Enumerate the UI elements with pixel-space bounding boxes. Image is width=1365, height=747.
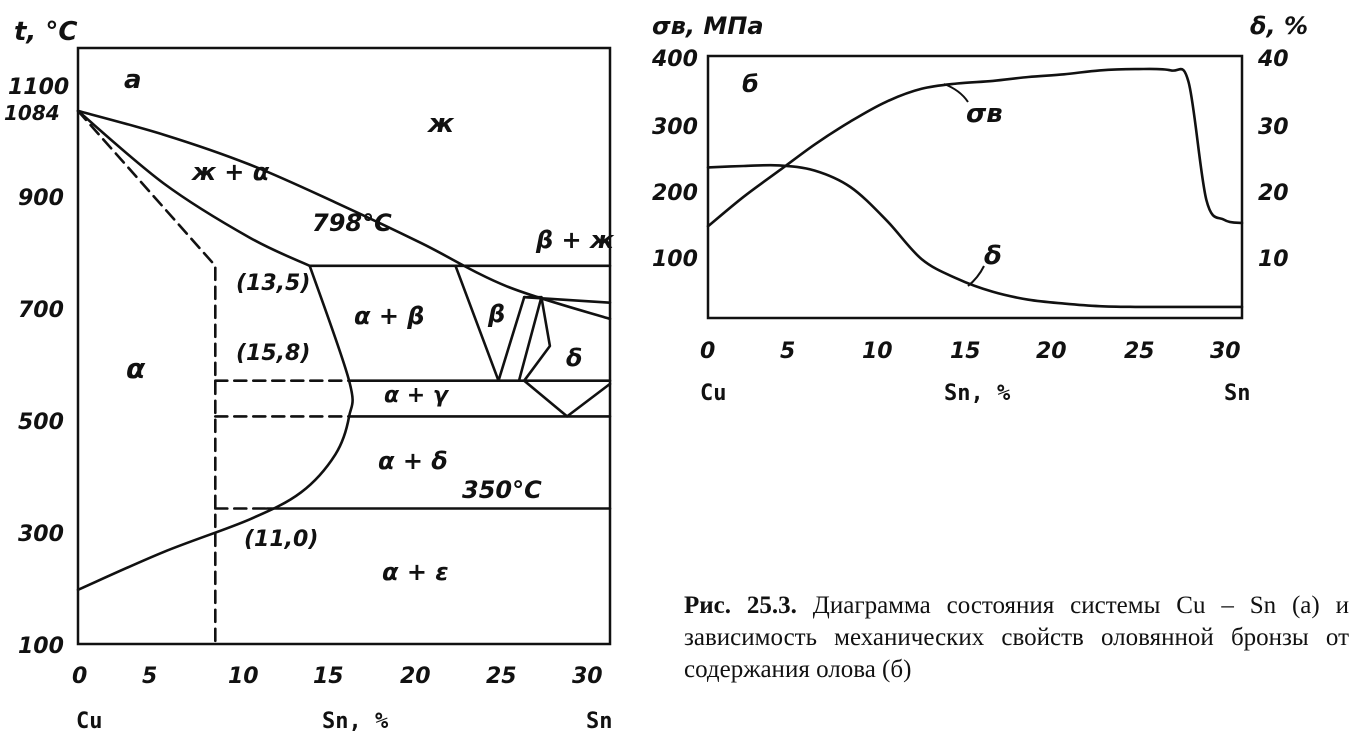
right-y-tick: 20 (1258, 181, 1289, 206)
phase-x-right-label: Sn (586, 709, 613, 734)
figure-caption (684, 590, 1349, 686)
annotation-15-8: (15,8) (236, 341, 311, 366)
properties-x-right-label: Sn (1224, 381, 1251, 406)
annotation-350: 350°C (462, 476, 542, 504)
nonequilibrium-dashed-line (78, 111, 215, 644)
properties-x-tick: 0 (700, 339, 716, 364)
region-liquid: ж (428, 109, 454, 139)
left-y-tick: 400 (652, 47, 698, 72)
series-label-delta: δ (984, 241, 1002, 271)
region-delta: δ (566, 344, 583, 372)
phase-x-tick: 15 (313, 664, 344, 689)
region-beta: β (488, 300, 506, 328)
phase-lines (78, 111, 610, 644)
phase-x-tick: 10 (228, 664, 259, 689)
delta-bottom-boundary (524, 381, 610, 417)
phase-panel-label: а (124, 65, 142, 95)
properties-x-tick: 25 (1124, 339, 1155, 364)
properties-x-left-label: Cu (700, 381, 727, 406)
properties-left-ticks (651, 47, 698, 272)
properties-panel-label: б (742, 70, 759, 98)
phase-y-axis-label: t, °C (14, 17, 78, 47)
region-alpha-gamma: α + γ (384, 383, 448, 408)
properties-x-tick: 15 (950, 339, 981, 364)
phase-y-ticks (4, 75, 69, 659)
sigma-callout-leader (944, 84, 968, 102)
caption-label: Рис. 25.3. (684, 592, 797, 619)
properties-chart (651, 12, 1308, 406)
properties-x-tick: 20 (1036, 339, 1067, 364)
right-y-tick: 10 (1258, 247, 1289, 272)
phase-y-tick: 500 (18, 410, 64, 435)
annotation-798: 798°C (312, 209, 392, 237)
phase-x-left-label: Cu (76, 709, 103, 734)
region-liquid-alpha: ж + α (192, 158, 270, 186)
properties-x-tick: 10 (862, 339, 893, 364)
region-alpha-delta: α + δ (378, 447, 448, 475)
phase-y-tick: 100 (18, 634, 64, 659)
left-y-tick: 300 (652, 115, 698, 140)
phase-y-tick: 700 (18, 298, 64, 323)
series-line-delta (708, 165, 1242, 307)
annotation-13-5: (13,5) (236, 271, 311, 296)
region-alpha-beta: α + β (354, 302, 425, 330)
properties-right-axis-label: δ, % (1250, 12, 1309, 40)
phase-x-tick: 0 (72, 664, 88, 689)
right-y-tick: 30 (1258, 115, 1289, 140)
phase-y-tick: 1100 (8, 75, 70, 100)
gamma-band-boundary (519, 297, 541, 381)
beta-top-boundary (524, 297, 610, 303)
series-line-sigma (708, 69, 1242, 226)
phase-diagram (4, 17, 615, 734)
properties-left-axis-label: σв, МПа (652, 12, 764, 40)
properties-x-ticks (700, 339, 1241, 364)
delta-callout-leader (968, 266, 984, 286)
phase-x-tick: 30 (572, 664, 603, 689)
region-alpha: α (126, 352, 146, 385)
caption-text: Диаграмма состояния системы Cu – Sn (а) и зависимость механических свойств оловянной бронзы от содержания олова (б) (684, 592, 1349, 683)
phase-y-tick: 300 (18, 522, 64, 547)
left-y-tick: 100 (652, 247, 698, 272)
left-y-tick: 200 (652, 181, 698, 206)
region-beta-liquid: β + ж (536, 226, 614, 254)
phase-y-tick: 1084 (4, 101, 60, 125)
region-alpha-epsilon: α + ε (382, 558, 449, 586)
properties-x-tick: 30 (1210, 339, 1241, 364)
phase-x-tick: 5 (142, 664, 158, 689)
annotation-11-0: (11,0) (244, 527, 319, 552)
properties-right-ticks (1257, 47, 1289, 272)
phase-x-tick: 20 (400, 664, 431, 689)
series-label-sigma: σв (966, 99, 1003, 129)
phase-x-ticks (72, 664, 603, 689)
properties-x-axis-label: Sn, % (944, 381, 1011, 406)
properties-x-tick: 5 (780, 339, 796, 364)
right-y-tick: 40 (1258, 47, 1289, 72)
phase-y-tick: 900 (18, 186, 64, 211)
phase-x-tick: 25 (486, 664, 517, 689)
phase-x-axis-label: Sn, % (322, 709, 389, 734)
